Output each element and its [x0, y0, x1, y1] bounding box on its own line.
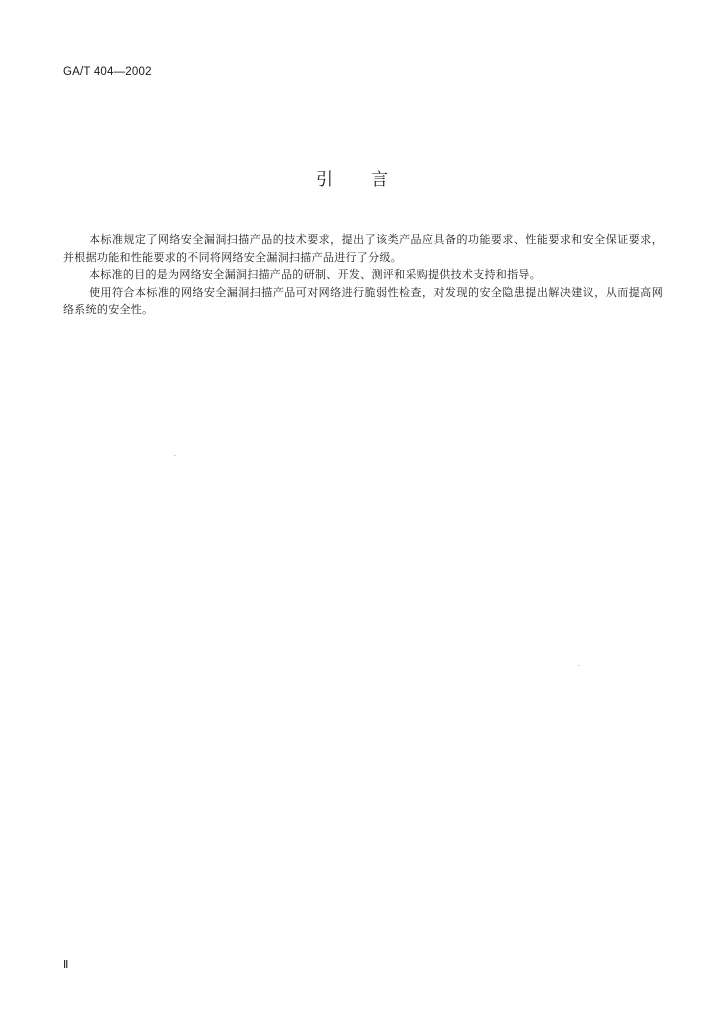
section-title-part1: 引 — [316, 170, 333, 190]
scan-speck — [174, 455, 176, 456]
standard-code: GA/T 404—2002 — [63, 66, 152, 78]
section-title — [316, 165, 388, 190]
introduction-body — [63, 231, 663, 319]
paragraph-2: 本标准的目的是为网络安全漏洞扫描产品的研制、开发、测评和采购提供技术支持和指导。 — [89, 268, 541, 281]
scan-speck — [578, 665, 580, 666]
paragraph-1: 本标准规定了网络安全漏洞扫描产品的技术要求，提出了该类产品应具备的功能要求、性能要求和安全保证要求，并根据功能和性能要求的不同将网络安全漏洞扫描产品进行了分级。 — [63, 233, 663, 264]
section-title-part2: 言 — [371, 170, 388, 190]
page-number: Ⅱ — [63, 959, 69, 971]
paragraph-3: 使用符合本标准的网络安全漏洞扫描产品可对网络进行脆弱性检查，对发现的安全隐患提出解决建议，从而提高网络系统的安全性。 — [63, 285, 663, 316]
